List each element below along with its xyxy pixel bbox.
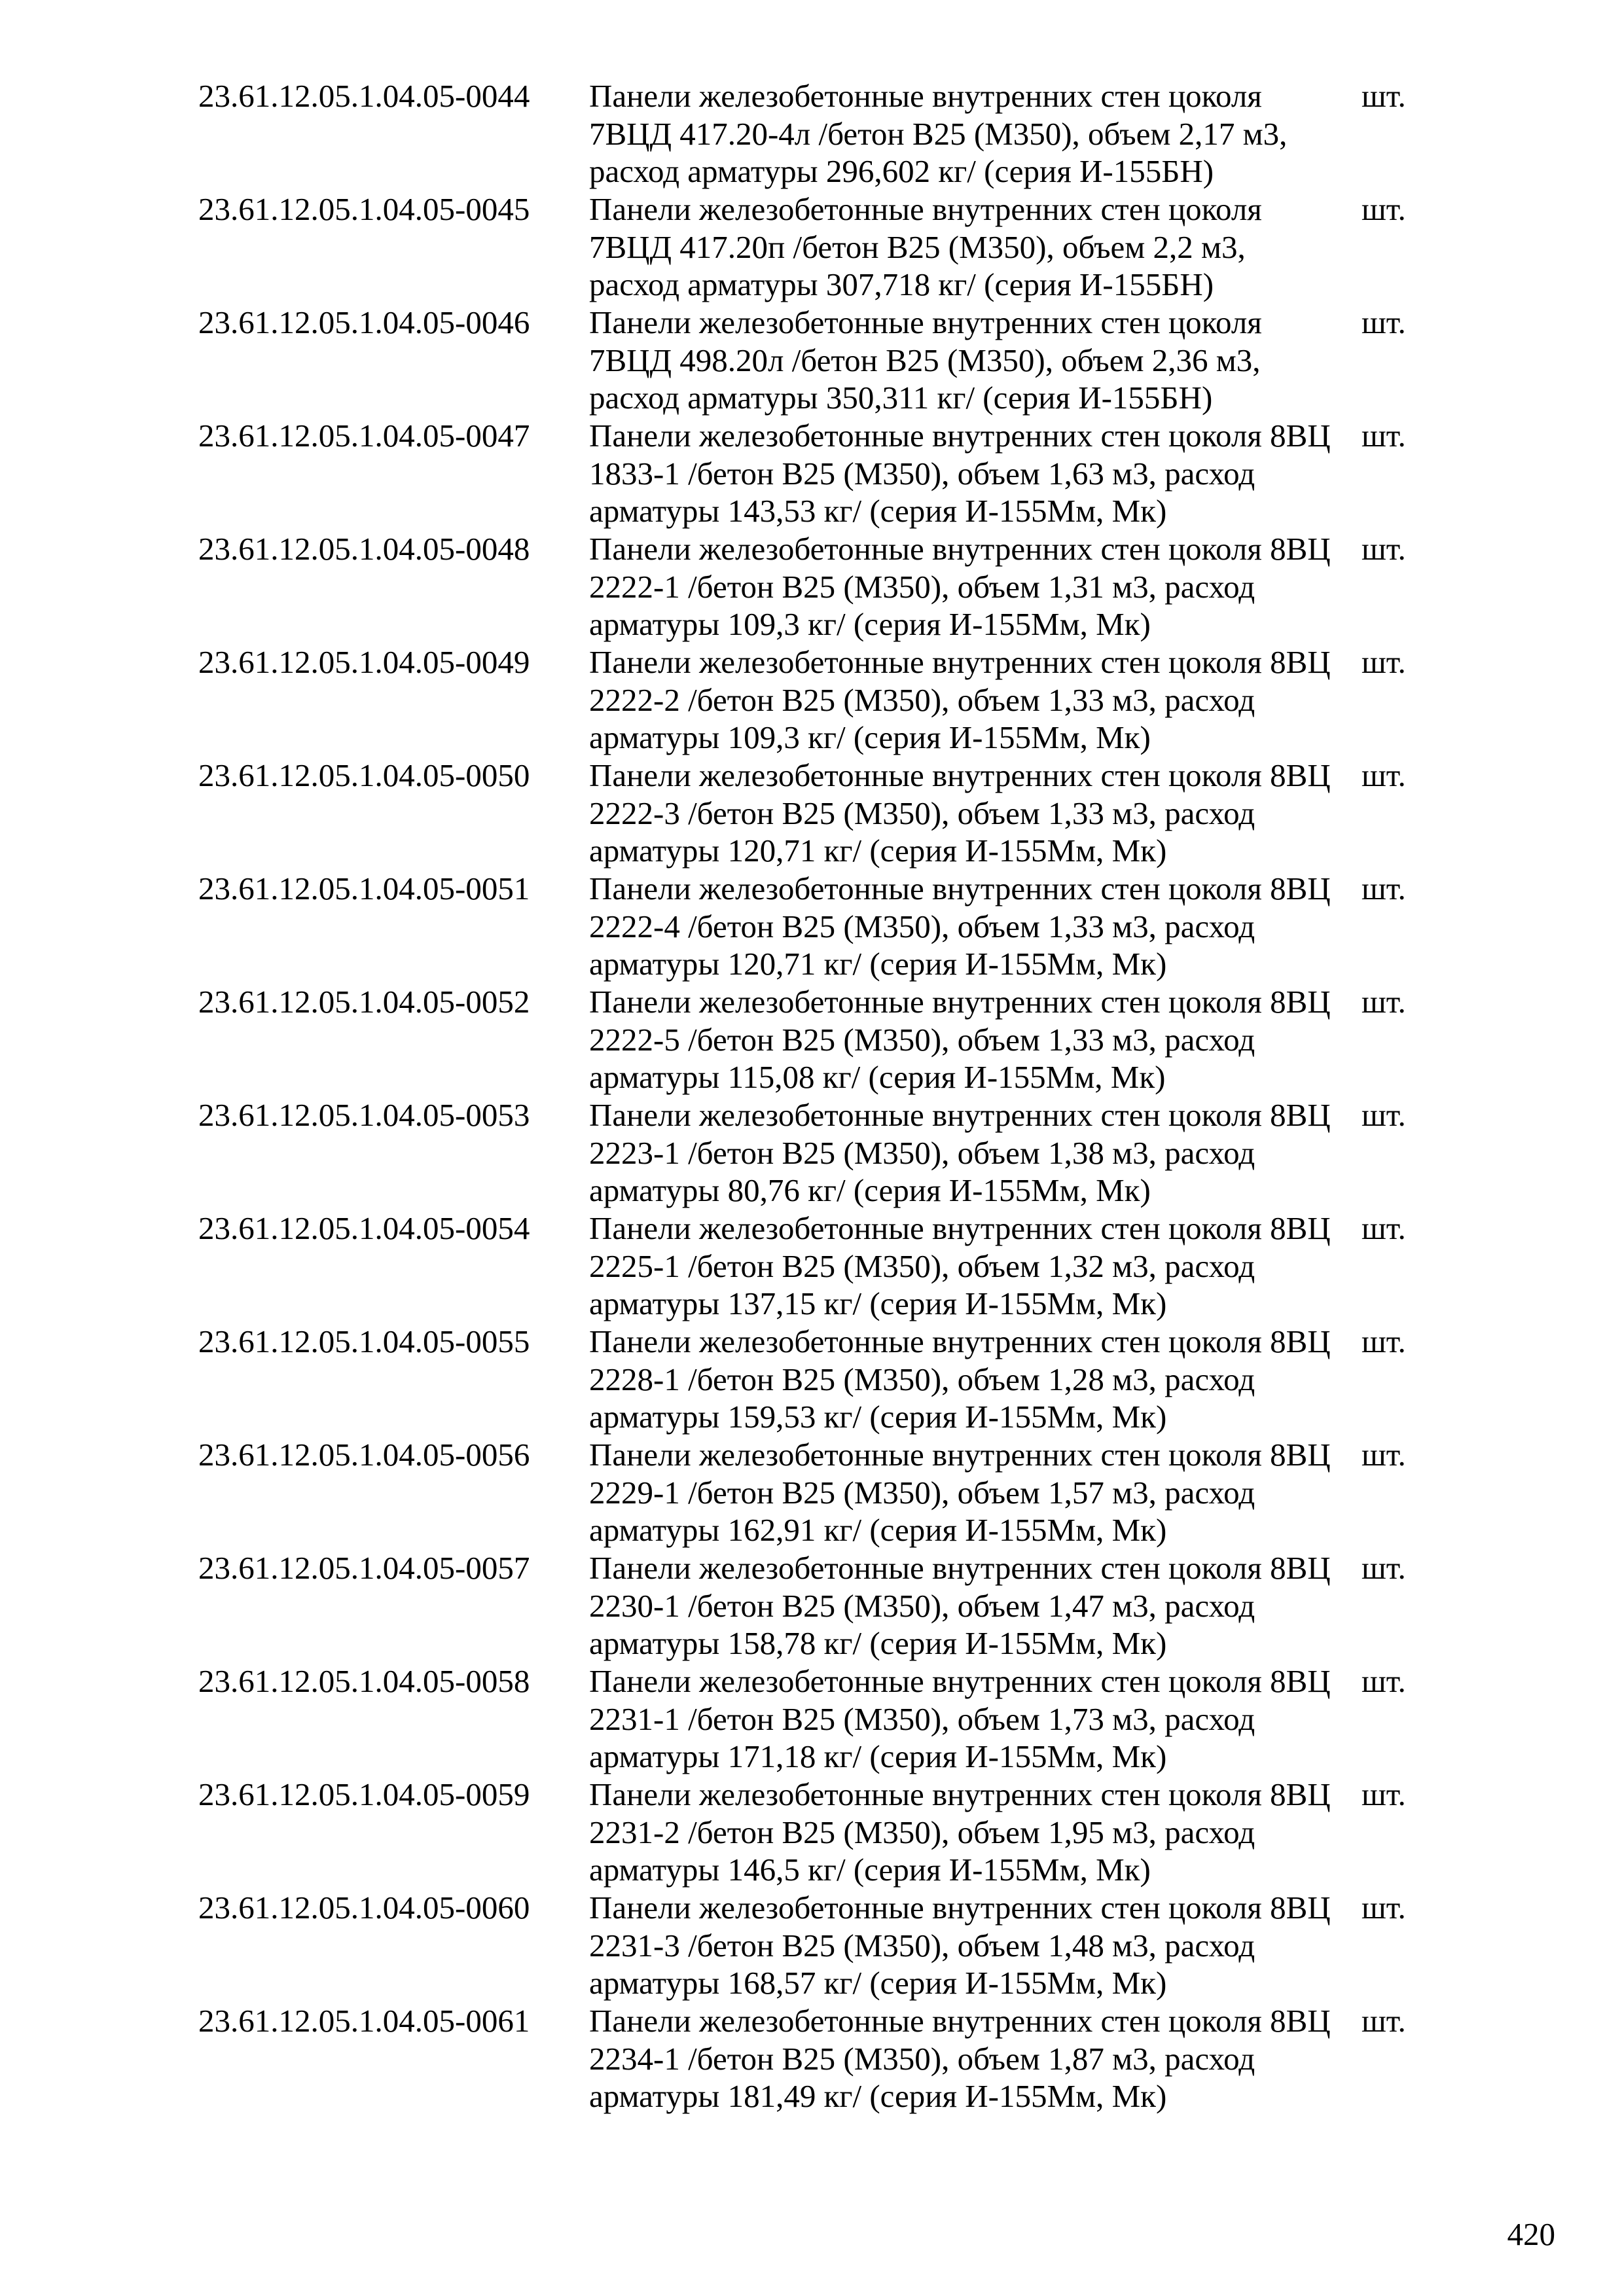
description-line-3: расход арматуры 350,311 кг/ (серия И-155БН): [589, 380, 1213, 416]
item-unit: шт.: [1362, 531, 1406, 567]
description-line-1: Панели железобетонные внутренних стен цоколя 8ВЦ: [589, 2003, 1331, 2039]
item-description: [589, 77, 1362, 190]
item-description: [589, 530, 1362, 643]
item-description: [589, 1889, 1362, 2002]
item-description: [589, 2002, 1362, 2115]
item-unit: шт.: [1362, 644, 1406, 680]
item-code: 23.61.12.05.1.04.05-0059: [198, 1776, 530, 1812]
description-line-2: 2229-1 /бетон В25 (М350), объем 1,57 м3, расход: [589, 1474, 1255, 1511]
item-code: 23.61.12.05.1.04.05-0048: [198, 531, 530, 567]
table-row: [198, 77, 1442, 190]
table-row: [198, 1323, 1442, 1436]
item-code: 23.61.12.05.1.04.05-0049: [198, 644, 530, 680]
description-line-3: арматуры 146,5 кг/ (серия И-155Мм, Мк): [589, 1852, 1151, 1888]
description-line-3: расход арматуры 296,602 кг/ (серия И-155БН): [589, 153, 1214, 189]
description-line-1: Панели железобетонные внутренних стен цоколя 8ВЦ: [589, 531, 1331, 567]
description-line-3: расход арматуры 307,718 кг/ (серия И-155БН): [589, 266, 1214, 302]
description-line-1: Панели железобетонные внутренних стен цоколя 8ВЦ: [589, 1550, 1331, 1586]
table-row: [198, 1776, 1442, 1889]
description-line-1: Панели железобетонные внутренних стен цоколя 8ВЦ: [589, 870, 1331, 906]
item-unit: шт.: [1362, 2003, 1406, 2039]
item-unit: шт.: [1362, 304, 1406, 340]
description-line-1: Панели железобетонные внутренних стен цоколя: [589, 78, 1262, 114]
table-row: [198, 1210, 1442, 1323]
description-line-1: Панели железобетонные внутренних стен цоколя 8ВЦ: [589, 1210, 1331, 1246]
item-code: 23.61.12.05.1.04.05-0055: [198, 1323, 530, 1359]
item-description: [589, 1662, 1362, 1776]
description-line-1: Панели железобетонные внутренних стен цоколя 8ВЦ: [589, 418, 1331, 454]
description-line-1: Панели железобетонные внутренних стен цоколя: [589, 191, 1262, 227]
description-line-3: арматуры 159,53 кг/ (серия И-155Мм, Мк): [589, 1399, 1167, 1435]
description-line-2: 2230-1 /бетон В25 (М350), объем 1,47 м3, расход: [589, 1587, 1255, 1624]
description-line-1: Панели железобетонные внутренних стен цоколя 8ВЦ: [589, 1890, 1331, 1926]
item-description: [589, 870, 1362, 983]
table-row: [198, 417, 1442, 530]
description-line-1: Панели железобетонные внутренних стен цоколя 8ВЦ: [589, 757, 1331, 793]
description-line-1: Панели железобетонные внутренних стен цоколя 8ВЦ: [589, 644, 1331, 680]
item-description: [589, 1436, 1362, 1549]
item-description: [589, 190, 1362, 304]
description-line-2: 7ВЦД 417.20п /бетон В25 (М350), объем 2,2 м3,: [589, 228, 1246, 265]
item-unit: шт.: [1362, 1437, 1406, 1473]
description-line-3: арматуры 143,53 кг/ (серия И-155Мм, Мк): [589, 493, 1167, 529]
item-description: [589, 417, 1362, 530]
description-line-3: арматуры 137,15 кг/ (серия И-155Мм, Мк): [589, 1285, 1167, 1321]
description-line-1: Панели железобетонные внутренних стен цоколя 8ВЦ: [589, 984, 1331, 1020]
description-line-1: Панели железобетонные внутренних стен цоколя 8ВЦ: [589, 1776, 1331, 1812]
description-line-2: 2222-1 /бетон В25 (М350), объем 1,31 м3, расход: [589, 568, 1255, 605]
description-line-2: 2222-4 /бетон В25 (М350), объем 1,33 м3, расход: [589, 908, 1255, 944]
description-line-1: Панели железобетонные внутренних стен цоколя 8ВЦ: [589, 1323, 1331, 1359]
description-line-2: 7ВЦД 498.20л /бетон В25 (М350), объем 2,36 м3,: [589, 342, 1261, 378]
description-line-3: арматуры 181,49 кг/ (серия И-155Мм, Мк): [589, 2078, 1167, 2114]
table-row: [198, 2002, 1442, 2115]
table-row: [198, 1549, 1442, 1662]
item-code: 23.61.12.05.1.04.05-0044: [198, 78, 530, 114]
item-code: 23.61.12.05.1.04.05-0058: [198, 1663, 530, 1699]
description-line-3: арматуры 158,78 кг/ (серия И-155Мм, Мк): [589, 1625, 1167, 1661]
table-row: [198, 1436, 1442, 1549]
description-line-1: Панели железобетонные внутренних стен цоколя 8ВЦ: [589, 1097, 1331, 1133]
table-row: [198, 643, 1442, 757]
table-row: [198, 1096, 1442, 1210]
item-code: 23.61.12.05.1.04.05-0060: [198, 1890, 530, 1926]
table-row: [198, 757, 1442, 870]
description-line-2: 1833-1 /бетон В25 (М350), объем 1,63 м3, расход: [589, 455, 1255, 492]
description-line-2: 2234-1 /бетон В25 (М350), объем 1,87 м3, расход: [589, 2040, 1255, 2077]
item-unit: шт.: [1362, 757, 1406, 793]
item-code: 23.61.12.05.1.04.05-0045: [198, 191, 530, 227]
table-row: [198, 983, 1442, 1096]
item-unit: шт.: [1362, 1776, 1406, 1812]
item-code: 23.61.12.05.1.04.05-0047: [198, 418, 530, 454]
item-unit: шт.: [1362, 1890, 1406, 1926]
description-line-2: 2231-1 /бетон В25 (М350), объем 1,73 м3, расход: [589, 1700, 1255, 1737]
description-line-2: 2231-2 /бетон В25 (М350), объем 1,95 м3, расход: [589, 1814, 1255, 1850]
description-line-3: арматуры 120,71 кг/ (серия И-155Мм, Мк): [589, 946, 1167, 982]
table-row: [198, 530, 1442, 643]
item-description: [589, 1210, 1362, 1323]
table-row: [198, 190, 1442, 304]
item-unit: шт.: [1362, 1550, 1406, 1586]
description-line-3: арматуры 80,76 кг/ (серия И-155Мм, Мк): [589, 1172, 1151, 1208]
item-description: [589, 1096, 1362, 1210]
table-row: [198, 870, 1442, 983]
description-line-3: арматуры 115,08 кг/ (серия И-155Мм, Мк): [589, 1059, 1166, 1095]
item-unit: шт.: [1362, 78, 1406, 114]
item-description: [589, 304, 1362, 417]
item-code: 23.61.12.05.1.04.05-0053: [198, 1097, 530, 1133]
description-line-2: 2231-3 /бетон В25 (М350), объем 1,48 м3, расход: [589, 1927, 1255, 1964]
item-unit: шт.: [1362, 870, 1406, 906]
item-code: 23.61.12.05.1.04.05-0054: [198, 1210, 530, 1246]
description-line-3: арматуры 162,91 кг/ (серия И-155Мм, Мк): [589, 1512, 1167, 1548]
table-row: [198, 304, 1442, 417]
table-row: [198, 1662, 1442, 1776]
description-line-1: Панели железобетонные внутренних стен цоколя 8ВЦ: [589, 1663, 1331, 1699]
item-description: [589, 1549, 1362, 1662]
price-list-table: [198, 77, 1442, 2115]
item-code: 23.61.12.05.1.04.05-0061: [198, 2003, 530, 2039]
item-code: 23.61.12.05.1.04.05-0050: [198, 757, 530, 793]
item-unit: шт.: [1362, 191, 1406, 227]
item-unit: шт.: [1362, 1323, 1406, 1359]
item-code: 23.61.12.05.1.04.05-0056: [198, 1437, 530, 1473]
item-unit: шт.: [1362, 418, 1406, 454]
item-description: [589, 1776, 1362, 1889]
item-unit: шт.: [1362, 984, 1406, 1020]
description-line-2: 2222-5 /бетон В25 (М350), объем 1,33 м3, расход: [589, 1021, 1255, 1058]
description-line-2: 7ВЦД 417.20-4л /бетон В25 (М350), объем 2,17 м3,: [589, 115, 1288, 152]
description-line-2: 2222-2 /бетон В25 (М350), объем 1,33 м3, расход: [589, 681, 1255, 718]
item-code: 23.61.12.05.1.04.05-0052: [198, 984, 530, 1020]
item-code: 23.61.12.05.1.04.05-0046: [198, 304, 530, 340]
item-description: [589, 757, 1362, 870]
item-unit: шт.: [1362, 1097, 1406, 1133]
item-unit: шт.: [1362, 1663, 1406, 1699]
item-description: [589, 643, 1362, 757]
page-number: 420: [1507, 2216, 1555, 2252]
description-line-2: 2228-1 /бетон В25 (М350), объем 1,28 м3, расход: [589, 1361, 1255, 1397]
item-description: [589, 1323, 1362, 1436]
description-line-2: 2223-1 /бетон В25 (М350), объем 1,38 м3, расход: [589, 1134, 1255, 1171]
item-description: [589, 983, 1362, 1096]
description-line-1: Панели железобетонные внутренних стен цоколя 8ВЦ: [589, 1437, 1331, 1473]
description-line-3: арматуры 120,71 кг/ (серия И-155Мм, Мк): [589, 833, 1167, 869]
description-line-1: Панели железобетонные внутренних стен цоколя: [589, 304, 1262, 340]
description-line-3: арматуры 109,3 кг/ (серия И-155Мм, Мк): [589, 606, 1151, 642]
description-line-3: арматуры 109,3 кг/ (серия И-155Мм, Мк): [589, 719, 1151, 755]
item-code: 23.61.12.05.1.04.05-0051: [198, 870, 530, 906]
table-row: [198, 1889, 1442, 2002]
description-line-3: арматуры 168,57 кг/ (серия И-155Мм, Мк): [589, 1965, 1167, 2001]
description-line-2: 2222-3 /бетон В25 (М350), объем 1,33 м3, расход: [589, 795, 1255, 831]
item-code: 23.61.12.05.1.04.05-0057: [198, 1550, 530, 1586]
description-line-3: арматуры 171,18 кг/ (серия И-155Мм, Мк): [589, 1738, 1167, 1774]
item-unit: шт.: [1362, 1210, 1406, 1246]
description-line-2: 2225-1 /бетон В25 (М350), объем 1,32 м3, расход: [589, 1247, 1255, 1284]
